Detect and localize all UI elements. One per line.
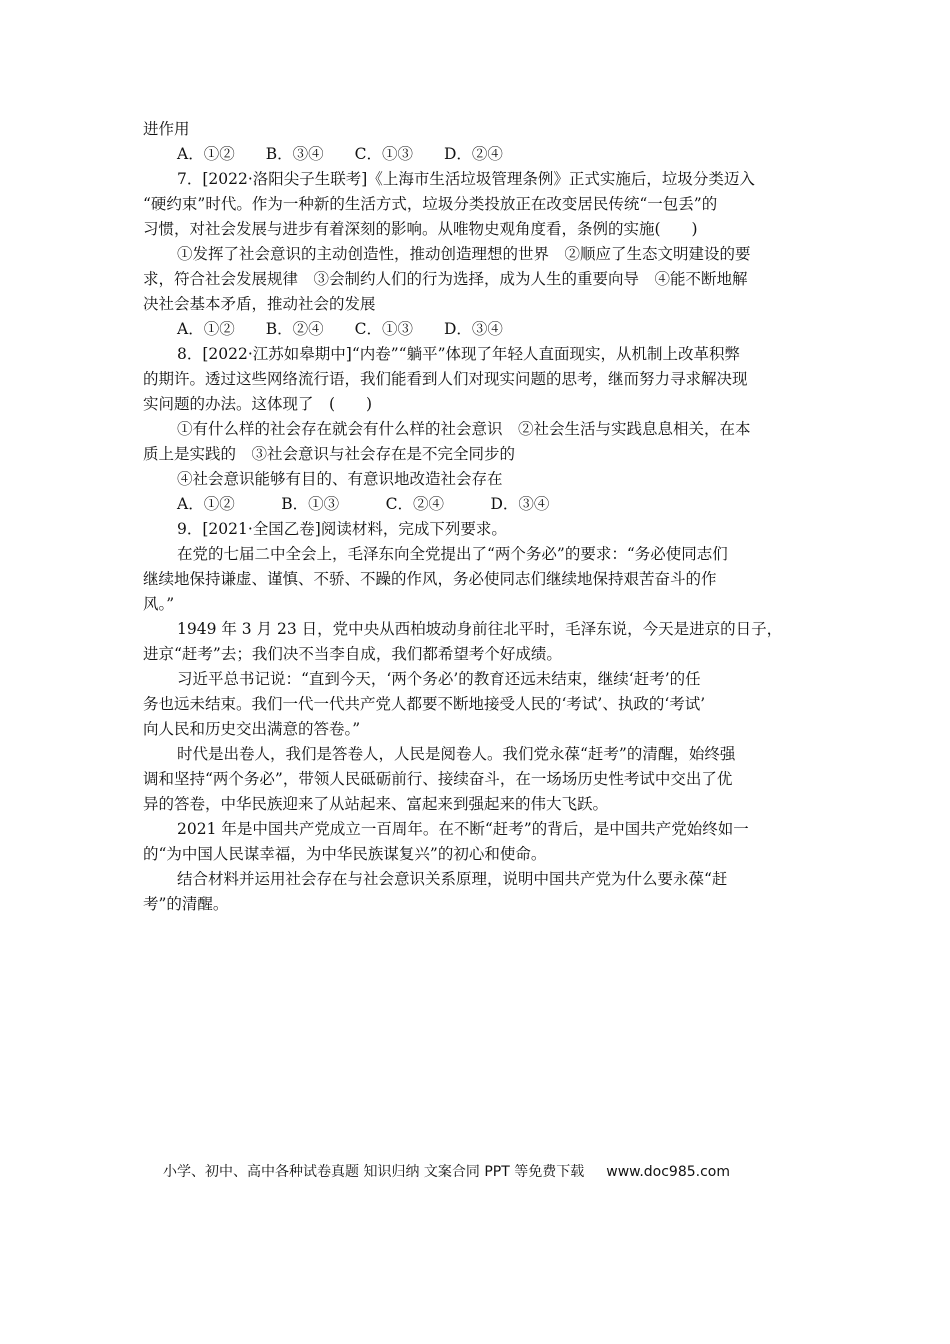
question-prompt: 考”的清醒。 xyxy=(143,895,229,913)
question-8-title: 8．[2022·江苏如皋期中]“内卷”“躺平”体现了年轻人直面现实，从机制上改革积弊 xyxy=(177,345,741,363)
text-line: 习惯，对社会发展与进步有着深刻的影响。从唯物史观角度看，条例的实施( ) xyxy=(143,220,698,238)
text-line: 的期许。透过这些网络流行语，我们能看到人们对现实问题的思考，继而努力寻求解决现 xyxy=(143,370,748,388)
text-line: ①发挥了社会意识的主动创造性，推动创造理想的世界 ②顺应了生态文明建设的要 xyxy=(177,245,751,263)
text-line: 求，符合社会发展规律 ③会制约人们的行为选择，成为人生的重要向导 ④能不断地解 xyxy=(143,270,748,288)
material-line: 的“为中国人民谋幸福，为中华民族谋复兴”的初心和使命。 xyxy=(143,845,547,863)
material-line: 调和坚持“两个务必”，带领人民砥砺前行、接续奋斗，在一场场历史性考试中交出了优 xyxy=(143,770,733,788)
question-9-title: 9．[2021·全国乙卷]阅读材料，完成下列要求。 xyxy=(177,520,507,538)
footer-url[interactable]: www.doc985.com xyxy=(606,1164,730,1180)
text-line: ④社会意识能够有目的、有意识地改造社会存在 xyxy=(177,470,503,488)
material-line: 向人民和历史交出满意的答卷。” xyxy=(143,720,361,738)
answer-options: A．①② B．②④ C．①③ D．③④ xyxy=(177,320,503,338)
text-line: ①有什么样的社会存在就会有什么样的社会意识 ②社会生活与实践息息相关，在本 xyxy=(177,420,751,438)
answer-options: A．①② B．①③ C．②④ D．③④ xyxy=(177,495,550,513)
material-line: 进京“赶考”去；我们决不当李自成，我们都希望考个好成绩。 xyxy=(143,645,562,663)
material-line: 务也远未结束。我们一代一代共产党人都要不断地接受人民的‘考试’、执政的‘考试’ xyxy=(143,695,706,713)
material-line: 在党的七届二中全会上，毛泽东向全党提出了“两个务必”的要求：“务必使同志们 xyxy=(177,545,728,563)
material-line: 2021 年是中国共产党成立一百周年。在不断“赶考”的背后，是中国共产党始终如一 xyxy=(177,820,749,838)
text-line: 质上是实践的 ③社会意识与社会存在是不完全同步的 xyxy=(143,445,516,463)
answer-options: A．①② B．③④ C．①③ D．②④ xyxy=(177,145,503,163)
material-line: 风。” xyxy=(143,595,175,613)
text-line: 决社会基本矛盾，推动社会的发展 xyxy=(143,295,376,313)
text-line: 进作用 xyxy=(143,120,190,138)
material-line: 异的答卷，中华民族迎来了从站起来、富起来到强起来的伟大飞跃。 xyxy=(143,795,609,813)
text-line: “硬约束”时代。作为一种新的生活方式，垃圾分类投放正在改变居民传统“一包丢”的 xyxy=(143,195,718,213)
page-footer xyxy=(163,1161,730,1183)
material-line: 1949 年 3 月 23 日，党中央从西柏坡动身前往北平时，毛泽东说，今天是进京的日子， xyxy=(177,620,783,638)
question-prompt: 结合材料并运用社会存在与社会意识关系原理，说明中国共产党为什么要永葆“赶 xyxy=(177,870,728,888)
material-line: 时代是出卷人，我们是答卷人，人民是阅卷人。我们党永葆“赶考”的清醒，始终强 xyxy=(177,745,736,763)
question-7-title: 7．[2022·洛阳尖子生联考]《上海市生活垃圾管理条例》正式实施后，垃圾分类迈入 xyxy=(177,170,755,188)
text-line: 实问题的办法。这体现了 ( ) xyxy=(143,395,373,413)
footer-text: 小学、初中、高中各种试卷真题 知识归纳 文案合同 PPT 等免费下载 xyxy=(163,1164,585,1180)
material-line: 继续地保持谦虚、谨慎、不骄、不躁的作风，务必使同志们继续地保持艰苦奋斗的作 xyxy=(143,570,717,588)
material-line: 习近平总书记说：“直到今天，‘两个务必’的教育还远未结束，继续‘赶考’的任 xyxy=(177,670,701,688)
